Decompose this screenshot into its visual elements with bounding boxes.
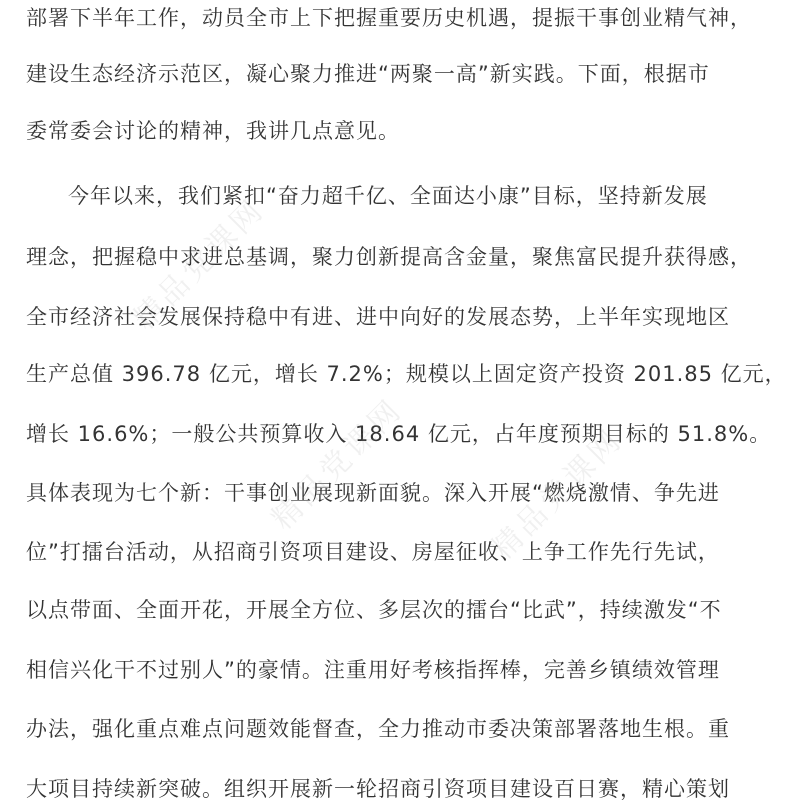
- watermark: 精品党课网: [484, 421, 630, 567]
- text-line: 委常委会讨论的精神，我讲几点意见。: [26, 119, 400, 143]
- text-line: 建设生态经济示范区，凝心聚力推进“两聚一高”新实践。下面，根据市: [26, 62, 710, 86]
- text-line: 增长 16.6%；一般公共预算收入 18.64 亿元，占年度预期目标的 51.8%。: [26, 422, 772, 446]
- text-line: 全市经济社会发展保持稳中有进、进中向好的发展态势，上半年实现地区: [26, 305, 730, 329]
- paragraph-first-line: 今年以来，我们紧扣“奋力超千亿、全面达小康”目标，坚持新发展: [68, 184, 708, 208]
- text-line: 相信兴化干不过别人”的豪情。注重用好考核指挥棒，完善乡镇绩效管理: [26, 658, 720, 682]
- text-line: 位”打擂台活动，从招商引资项目建设、房屋征收、上争工作先行先试，: [26, 540, 720, 564]
- text-line: 以点带面、全面开花，开展全方位、多层次的擂台“比武”，持续激发“不: [26, 598, 722, 622]
- text-line: 大项目持续新突破。组织开展新一轮招商引资项目建设百日赛，精心策划: [26, 777, 730, 800]
- text-line: 理念，把握稳中求进总基调，聚力创新提高含金量，聚焦富民提升获得感，: [26, 245, 752, 269]
- text-line: 生产总值 396.78 亿元，增长 7.2%；规模以上固定资产投资 201.85 亿元，: [26, 362, 787, 386]
- watermark: 精品党课网: [126, 191, 272, 337]
- text-line: 办法，强化重点难点问题效能督查，全力推动市委决策部署落地生根。重: [26, 717, 730, 741]
- watermark: 精品党课网: [264, 391, 410, 537]
- text-line: 具体表现为七个新：干事创业展现新面貌。深入开展“燃烧激情、争先进: [26, 481, 720, 505]
- text-line: 部署下半年工作，动员全市上下把握重要历史机遇，提振干事创业精气神，: [26, 6, 752, 30]
